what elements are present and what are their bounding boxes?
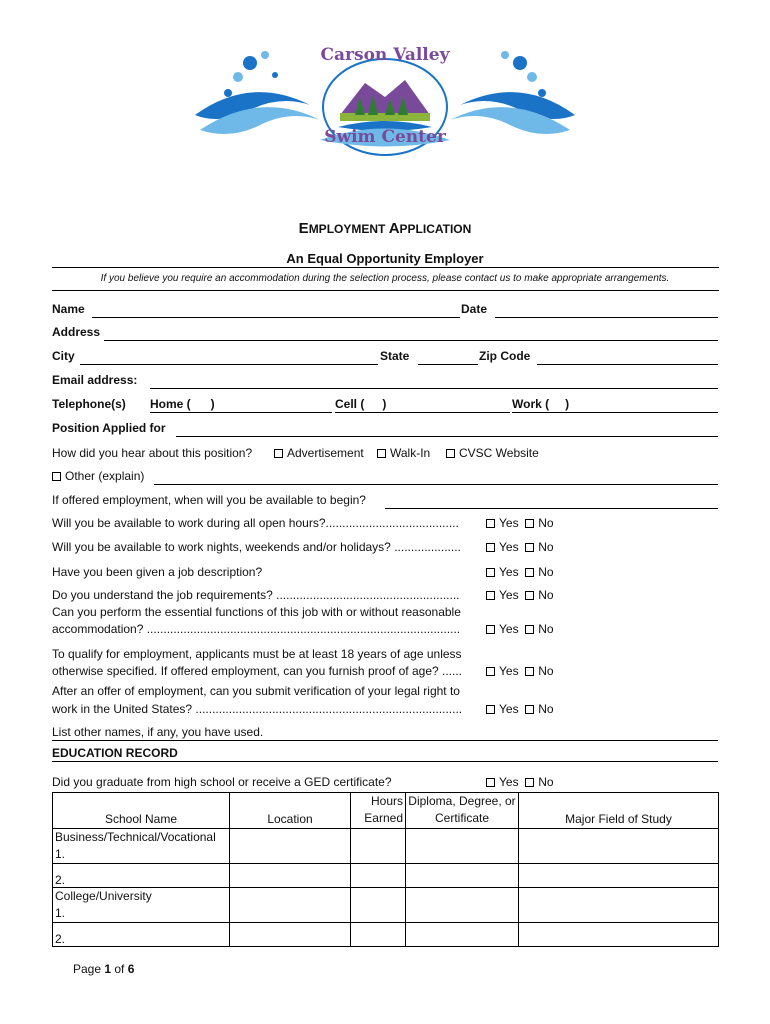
checkbox-icon[interactable] [486, 667, 495, 676]
subtitle: An Equal Opportunity Employer [286, 251, 484, 266]
accommodation-notice: If you believe you require an accommodation during the selection process, please contact us to make appropriate arrangements. [100, 273, 670, 284]
checkbox-icon[interactable] [525, 568, 534, 577]
cell-phone-label: Cell ( ) [335, 397, 387, 411]
checkbox-icon[interactable] [525, 667, 534, 676]
cell-phone-field[interactable] [335, 412, 510, 413]
hear-question: How did you hear about this position? [52, 446, 253, 460]
col-diploma: Diploma, Degree, or Certificate [406, 793, 519, 829]
col-school-name: School Name [53, 793, 230, 829]
table-row[interactable] [53, 923, 719, 947]
q-legal-right-yn[interactable]: Yes No [486, 702, 554, 716]
title-cap-a: A [388, 220, 400, 237]
title-rest-2: PPLICATION [399, 222, 472, 236]
ged-question: Did you graduate from high school or receive a GED certificate? [52, 775, 392, 789]
education-table [52, 792, 719, 947]
q-job-description-yn[interactable]: Yes No [486, 565, 554, 579]
q-legal-right-line2: work in the United States? ................................................................................ [52, 702, 463, 716]
date-label: Date [461, 302, 488, 316]
name-field[interactable] [92, 317, 460, 318]
ged-yn[interactable]: Yes No [486, 775, 554, 789]
option-walk-in[interactable]: Walk-In [377, 446, 430, 460]
q-age-line2: otherwise specified. If offered employment, can you furnish proof of age? ...... [52, 664, 463, 678]
option-cvsc-website[interactable]: CVSC Website [446, 446, 539, 460]
checkbox-icon[interactable] [52, 472, 61, 481]
q-open-hours-yn[interactable]: Yes No [486, 516, 554, 530]
row-btv-2[interactable]: 2. [53, 864, 230, 888]
state-field[interactable] [418, 364, 478, 365]
checkbox-icon[interactable] [486, 519, 495, 528]
table-header-row [53, 793, 719, 829]
address-label: Address [52, 325, 101, 339]
q-requirements-yn[interactable]: Yes No [486, 588, 554, 602]
table-row[interactable] [53, 888, 719, 923]
checkbox-icon[interactable] [486, 625, 495, 634]
title-cap-e: E [298, 220, 309, 237]
other-names-field[interactable] [52, 740, 718, 741]
available-question: If offered employment, when will you be available to begin? [52, 493, 366, 507]
option-advertisement[interactable]: Advertisement [274, 446, 364, 460]
divider-top [52, 267, 719, 268]
q-open-hours: Will you be available to work during all open hours?........................................ [52, 516, 459, 530]
checkbox-icon[interactable] [377, 449, 386, 458]
other-explain-field[interactable] [154, 484, 718, 485]
q-essential-functions-line1: Can you perform the essential functions of this job with or without reasonable [52, 605, 461, 619]
address-field[interactable] [104, 340, 718, 341]
q-essential-functions-yn[interactable]: Yes No [486, 622, 554, 636]
city-label: City [52, 349, 75, 363]
page-number: Page 1 of 6 [73, 962, 135, 976]
education-heading: EDUCATION RECORD [52, 746, 178, 760]
q-nights-yn[interactable]: Yes No [486, 540, 554, 554]
education-divider [52, 761, 718, 762]
checkbox-icon[interactable] [486, 543, 495, 552]
logo-text-top: Carson Valley [320, 45, 450, 65]
city-field[interactable] [80, 364, 378, 365]
checkbox-icon[interactable] [525, 543, 534, 552]
checkbox-icon[interactable] [486, 705, 495, 714]
available-field[interactable] [385, 508, 718, 509]
q-nights: Will you be available to work nights, weekends and/or holidays? .................... [52, 540, 461, 554]
q-job-description: Have you been given a job description? [52, 565, 263, 579]
home-phone-label: Home ( ) [150, 397, 215, 411]
zip-label: Zip Code [479, 349, 531, 363]
work-phone-field[interactable] [512, 412, 718, 413]
checkbox-icon[interactable] [446, 449, 455, 458]
checkbox-icon[interactable] [525, 705, 534, 714]
position-label: Position Applied for [52, 421, 166, 435]
zip-field[interactable] [537, 364, 718, 365]
table-row[interactable] [53, 864, 719, 888]
table-row[interactable] [53, 829, 719, 864]
checkbox-icon[interactable] [486, 591, 495, 600]
state-label: State [380, 349, 410, 363]
col-major: Major Field of Study [519, 793, 719, 829]
q-age-yn[interactable]: Yes No [486, 664, 554, 678]
q-legal-right-line1: After an offer of employment, can you submit verification of your legal right to [52, 684, 460, 698]
q-essential-functions-line2: accommodation? .............................................................................................. [52, 622, 461, 636]
email-label: Email address: [52, 373, 138, 387]
checkbox-icon[interactable] [525, 591, 534, 600]
divider-2 [52, 290, 719, 291]
checkbox-icon[interactable] [525, 778, 534, 787]
logo-text-bottom: Swim Center [324, 127, 446, 147]
row-btv-1[interactable]: Business/Technical/Vocational 1. [53, 829, 230, 864]
name-label: Name [52, 302, 85, 316]
col-hours-earned: Hours Earned [351, 793, 406, 829]
checkbox-icon[interactable] [486, 568, 495, 577]
row-cu-1[interactable]: College/University 1. [53, 888, 230, 923]
logo [190, 35, 580, 165]
q-age-line1: To qualify for employment, applicants must be at least 18 years of age unless [52, 647, 462, 661]
checkbox-icon[interactable] [525, 519, 534, 528]
checkbox-icon[interactable] [525, 625, 534, 634]
other-names-label: List other names, if any, you have used. [52, 725, 264, 739]
checkbox-icon[interactable] [274, 449, 283, 458]
title-rest-1: MPLOYMENT [308, 222, 389, 236]
col-location: Location [230, 793, 351, 829]
option-other[interactable]: Other (explain) [52, 469, 144, 483]
page-title [0, 220, 770, 237]
q-requirements: Do you understand the job requirements? ....................................................... [52, 588, 460, 602]
checkbox-icon[interactable] [486, 778, 495, 787]
telephones-label: Telephone(s) [52, 397, 126, 411]
row-cu-2[interactable]: 2. [53, 923, 230, 947]
email-field[interactable] [150, 388, 718, 389]
date-field[interactable] [495, 317, 718, 318]
work-phone-label: Work ( ) [512, 397, 570, 411]
position-field[interactable] [176, 436, 718, 437]
home-phone-field[interactable] [150, 412, 332, 413]
